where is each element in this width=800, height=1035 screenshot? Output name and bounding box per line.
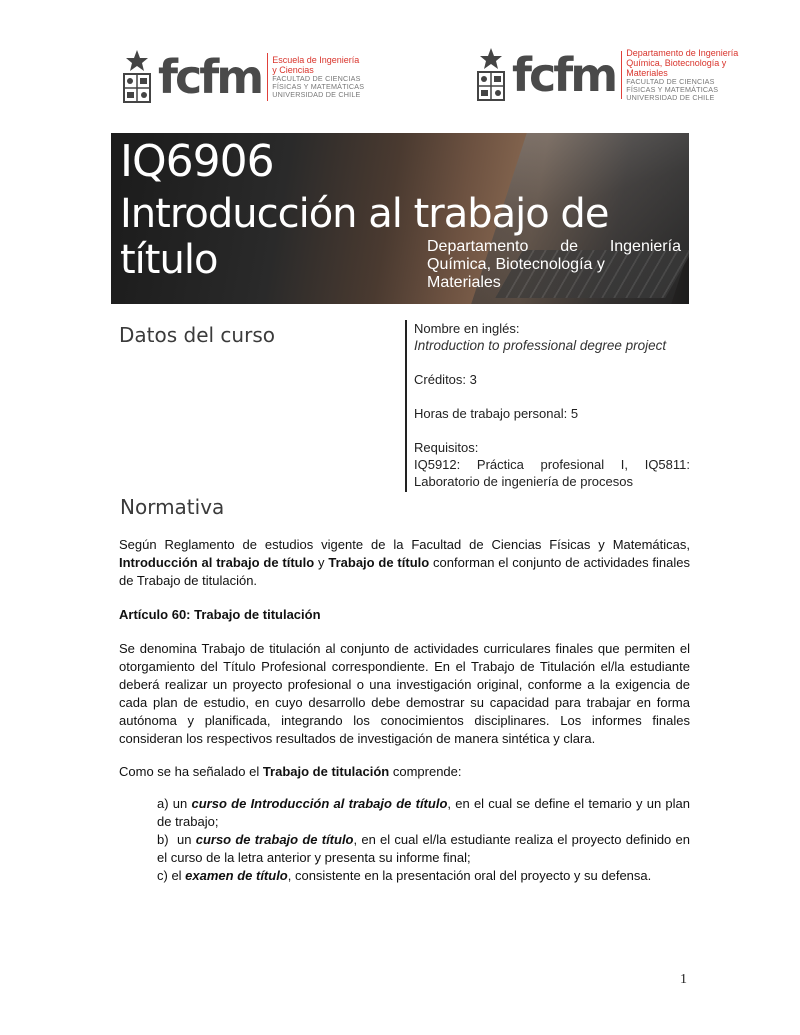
- page-number: 1: [680, 972, 687, 987]
- text-run-bold-italic: curso de Introducción al trabajo de título: [191, 796, 448, 811]
- banner-department-word: Departamento: [427, 238, 529, 255]
- text-run: a) un: [157, 796, 192, 811]
- article-paragraph: Se denomina Trabajo de titulación al conjunto de actividades curriculares finales que permiten el otorgamiento del Título Profesional correspondiente. En el Trabajo de Titulación el/la estudiante deberá realizar un proyecto profesional o una investigación original, conforme a la exigencia de cada plan de estudio, en cuyo desarrollo debe demostrar su capacidad para trabajar en forma autónoma y planificada, integrando los conocimientos disciplinares. Los informes finales consideran los respectivos resultados de investigación de manera sintética y clara.: [119, 641, 690, 746]
- text-run-bold-italic: curso de trabajo de título: [195, 832, 354, 847]
- requirements-label: Requisitos:: [414, 440, 479, 455]
- normativa-heading: Normativa: [120, 495, 225, 519]
- logo-divider: [621, 51, 622, 99]
- logo-caption-line: Materiales: [626, 68, 668, 78]
- components-list: [157, 795, 690, 885]
- fcfm-wordmark: fcfm: [158, 50, 262, 104]
- logo-caption-line: FACULTAD DE CIENCIAS: [626, 77, 715, 86]
- logo-caption-line: Departamento de Ingeniería: [626, 48, 739, 58]
- list-item: [157, 867, 690, 885]
- normativa-paragraph-1: [119, 536, 690, 590]
- logo-divider: [267, 53, 268, 101]
- article-title: Artículo 60: Trabajo de titulación: [119, 607, 321, 622]
- personal-hours: Horas de trabajo personal: 5: [414, 406, 579, 421]
- requirements-value: IQ5912: Práctica profesional I, IQ5811: Laboratorio de ingeniería de procesos: [414, 457, 690, 489]
- text-run: b) un: [157, 832, 196, 847]
- text-run: Según Reglamento de estudios vigente de la Facultad de Ciencias Físicas y Matemáticas,: [119, 537, 690, 552]
- text-run: Como se ha señalado el: [119, 764, 263, 779]
- list-item: [157, 831, 690, 867]
- text-run: , consistente en la presentación oral del proyecto y su defensa.: [287, 868, 652, 883]
- logo-caption-line: FÍSICAS Y MATEMÁTICAS: [272, 82, 365, 91]
- logo-caption-line: UNIVERSIDAD DE CHILE: [626, 93, 715, 102]
- logo-caption-line: FÍSICAS Y MATEMÁTICAS: [626, 85, 719, 94]
- text-run-bold: Introducción al trabajo de título: [119, 555, 315, 570]
- logo-caption-line: Química, Biotecnología y: [626, 58, 727, 68]
- credits: Créditos: 3: [414, 372, 477, 387]
- datos-heading: Datos del curso: [119, 323, 275, 347]
- text-run: y: [314, 555, 329, 570]
- text-run: conforman el conjunto de actividades finales de Trabajo de titulación.: [119, 555, 690, 588]
- text-run: , en el cual se define el temario y un plan de trabajo;: [157, 796, 691, 829]
- text-run-bold: Trabajo de título: [328, 555, 430, 570]
- logo-caption-line: y Ciencias: [272, 65, 314, 75]
- text-run-bold-italic: examen de título: [185, 868, 288, 883]
- university-seal-icon: [474, 46, 508, 104]
- text-run: c) el: [157, 868, 186, 883]
- logo-caption: [626, 48, 738, 102]
- logo-caption-line: Escuela de Ingeniería: [272, 55, 360, 65]
- list-item: [157, 795, 690, 831]
- banner-department-line2: Química, Biotecnología y Materiales: [427, 256, 605, 291]
- english-name-label: Nombre en inglés:: [414, 321, 520, 336]
- logo-caption: [272, 55, 364, 99]
- banner-department-word: de: [560, 238, 578, 255]
- course-code: IQ6906: [120, 136, 274, 187]
- banner-department-word: Ingeniería: [609, 238, 681, 255]
- course-banner: [111, 133, 689, 304]
- text-run: comprende:: [389, 764, 462, 779]
- course-title: Introducción al trabajo de título: [120, 191, 609, 283]
- logo-caption-line: FACULTAD DE CIENCIAS: [272, 74, 361, 83]
- course-info-box: [405, 320, 690, 492]
- fcfm-wordmark: fcfm: [512, 48, 616, 102]
- logo-caption-line: UNIVERSIDAD DE CHILE: [272, 90, 361, 99]
- banner-department: [427, 238, 681, 292]
- normativa-paragraph-3: [119, 763, 690, 781]
- university-seal-icon: [120, 48, 154, 106]
- text-run-bold: Trabajo de titulación: [262, 764, 390, 779]
- fcfm-escuela-logo: [120, 48, 364, 106]
- text-run: , en el cual el/la estudiante realiza el proyecto definido en el curso de la letra anterior y presenta su informe final;: [157, 832, 690, 865]
- english-name-value: Introduction to professional degree project: [414, 338, 667, 353]
- fcfm-department-logo: [474, 46, 738, 104]
